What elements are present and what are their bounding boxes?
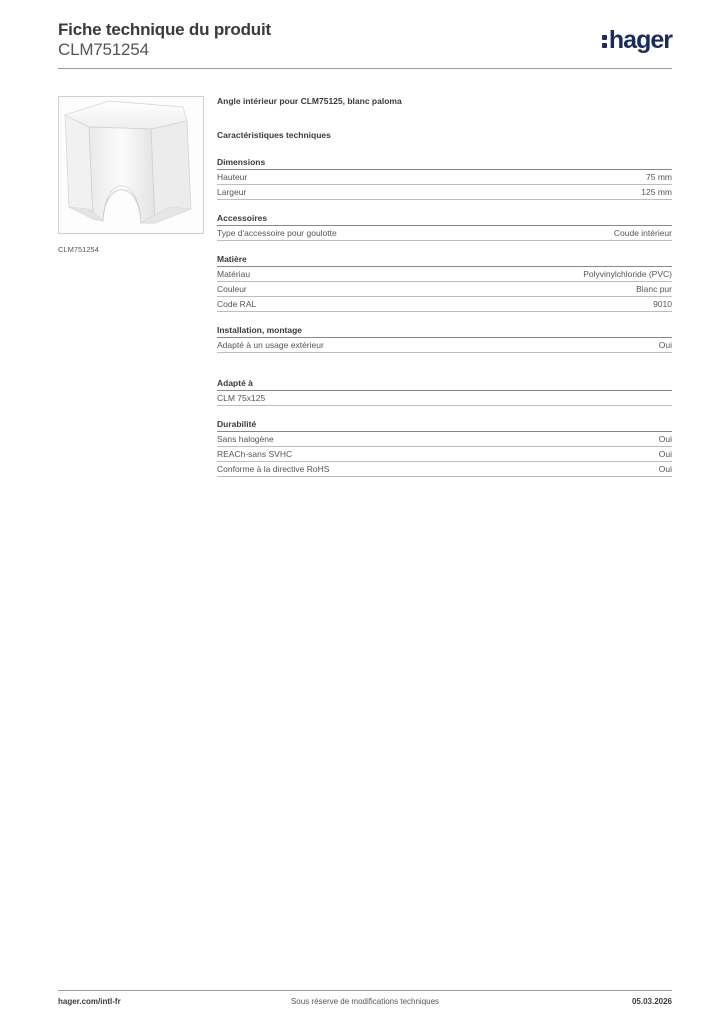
spec-value: Oui <box>658 340 672 350</box>
section-title: Accessoires <box>217 212 672 226</box>
spec-row <box>217 391 672 406</box>
spec-label: REACh-sans SVHC <box>217 449 293 459</box>
spec-label: Code RAL <box>217 299 257 309</box>
section-dimensions <box>217 156 672 200</box>
spec-label: Matériau <box>217 269 251 279</box>
spec-row <box>217 432 672 447</box>
logo-text: hager <box>608 26 672 54</box>
spec-value: Oui <box>658 434 672 444</box>
spec-value: 125 mm <box>641 187 672 197</box>
website-link[interactable]: hager.com/intl-fr <box>58 997 121 1006</box>
spec-heading: Caractéristiques techniques <box>217 130 331 140</box>
spec-row <box>217 447 672 462</box>
page-title: Fiche technique du produit <box>58 20 271 39</box>
spec-value: 75 mm <box>646 172 672 182</box>
section-title: Durabilité <box>217 418 672 432</box>
header-divider <box>58 68 672 69</box>
section-installation <box>217 324 672 353</box>
section-title: Dimensions <box>217 156 672 170</box>
section-title: Adapté à <box>217 377 672 391</box>
spec-label: Conforme à la directive RoHS <box>217 464 330 474</box>
spec-row <box>217 282 672 297</box>
footer-disclaimer: Sous réserve de modifications techniques <box>290 997 440 1006</box>
spec-row <box>217 297 672 312</box>
footer-divider <box>58 990 672 991</box>
spec-label: Type d'accessoire pour goulotte <box>217 228 337 238</box>
product-reference: CLM751254 <box>58 40 149 59</box>
spec-value: Oui <box>658 449 672 459</box>
section-accessoires <box>217 212 672 241</box>
spec-label: CLM 75x125 <box>217 393 266 403</box>
page-header <box>58 20 672 70</box>
spec-content <box>217 94 672 477</box>
spec-row <box>217 267 672 282</box>
logo-dots-icon <box>602 32 607 48</box>
page-footer <box>58 997 672 1011</box>
spec-label: Largeur <box>217 187 247 197</box>
section-title: Matière <box>217 253 672 267</box>
spec-row <box>217 185 672 200</box>
section-adapte <box>217 377 672 406</box>
section-durabilite <box>217 418 672 477</box>
spec-value: Oui <box>658 464 672 474</box>
spec-label: Sans halogène <box>217 434 274 444</box>
spec-label: Couleur <box>217 284 247 294</box>
spec-row <box>217 338 672 353</box>
spec-row <box>217 226 672 241</box>
spec-label: Adapté à un usage extérieur <box>217 340 324 350</box>
spec-row <box>217 462 672 477</box>
spec-row <box>217 170 672 185</box>
hager-logo <box>602 26 672 54</box>
footer-date: 05.03.2026 <box>631 997 672 1006</box>
spec-value: 9010 <box>653 299 672 309</box>
inner-corner-product-illustration <box>59 97 203 233</box>
spec-value: Blanc pur <box>636 284 672 294</box>
section-matiere <box>217 253 672 312</box>
spec-value: Polyvinylchloride (PVC) <box>583 269 672 279</box>
product-description: Angle intérieur pour CLM75125, blanc paloma <box>217 96 402 106</box>
section-title: Installation, montage <box>217 324 672 338</box>
spec-value: Coude intérieur <box>613 228 672 238</box>
product-image <box>58 96 204 234</box>
image-caption: CLM751254 <box>58 245 99 254</box>
spec-label: Hauteur <box>217 172 248 182</box>
